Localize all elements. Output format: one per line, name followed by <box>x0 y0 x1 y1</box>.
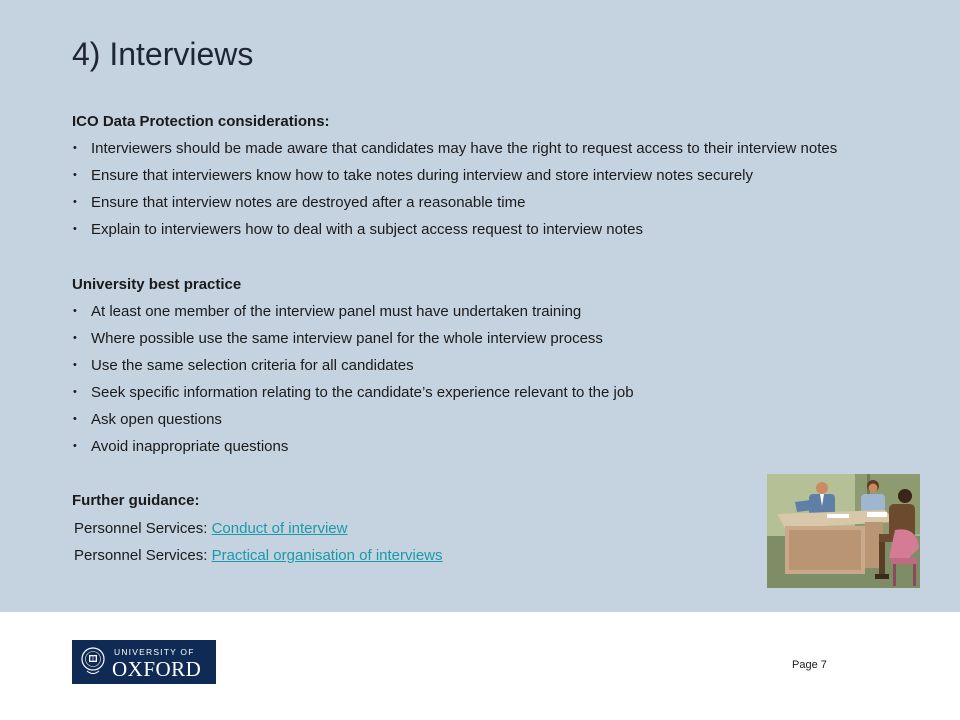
list-item: • Ensure that interview notes are destroyed after a reasonable time <box>72 189 837 216</box>
conduct-of-interview-link[interactable]: Conduct of interview <box>211 520 348 537</box>
page-number: Page 7 <box>792 659 827 671</box>
ico-heading: ICO Data Protection considerations: <box>72 113 330 130</box>
oxford-crest-icon <box>81 645 105 679</box>
practical-organisation-link[interactable]: Practical organisation of interviews <box>211 547 443 564</box>
list-item: • Ask open questions <box>72 406 634 433</box>
list-item: • Avoid inappropriate questions <box>72 433 634 460</box>
guidance-heading: Further guidance: <box>72 492 200 509</box>
best-practice-heading: University best practice <box>72 276 242 293</box>
guidance-line-conduct <box>74 520 347 537</box>
oxford-logo <box>72 640 216 684</box>
list-item: • Explain to interviewers how to deal with a subject access request to interview notes <box>72 216 837 243</box>
guidance-prefix: Personnel Services: <box>74 520 212 537</box>
list-item: • Use the same selection criteria for all candidates <box>72 352 634 379</box>
guidance-line-organisation <box>74 547 443 564</box>
list-item: • Seek specific information relating to the candidate’s experience relevant to the job <box>72 379 634 406</box>
ico-bullet-list <box>72 135 837 243</box>
list-item: • At least one member of the interview panel must have undertaken training <box>72 298 634 325</box>
list-item: • Where possible use the same interview panel for the whole interview process <box>72 325 634 352</box>
interview-clipart-image <box>767 474 920 588</box>
logo-oxford: OXFORD <box>112 657 202 681</box>
best-practice-bullet-list <box>72 298 634 460</box>
logo-university-of: UNIVERSITY OF <box>114 647 195 657</box>
guidance-prefix: Personnel Services: <box>74 547 212 564</box>
list-item: • Ensure that interviewers know how to take notes during interview and store interview notes securely <box>72 162 837 189</box>
page-title: 4) Interviews <box>72 36 254 72</box>
list-item: • Interviewers should be made aware that candidates may have the right to request access to their interview notes <box>72 135 837 162</box>
